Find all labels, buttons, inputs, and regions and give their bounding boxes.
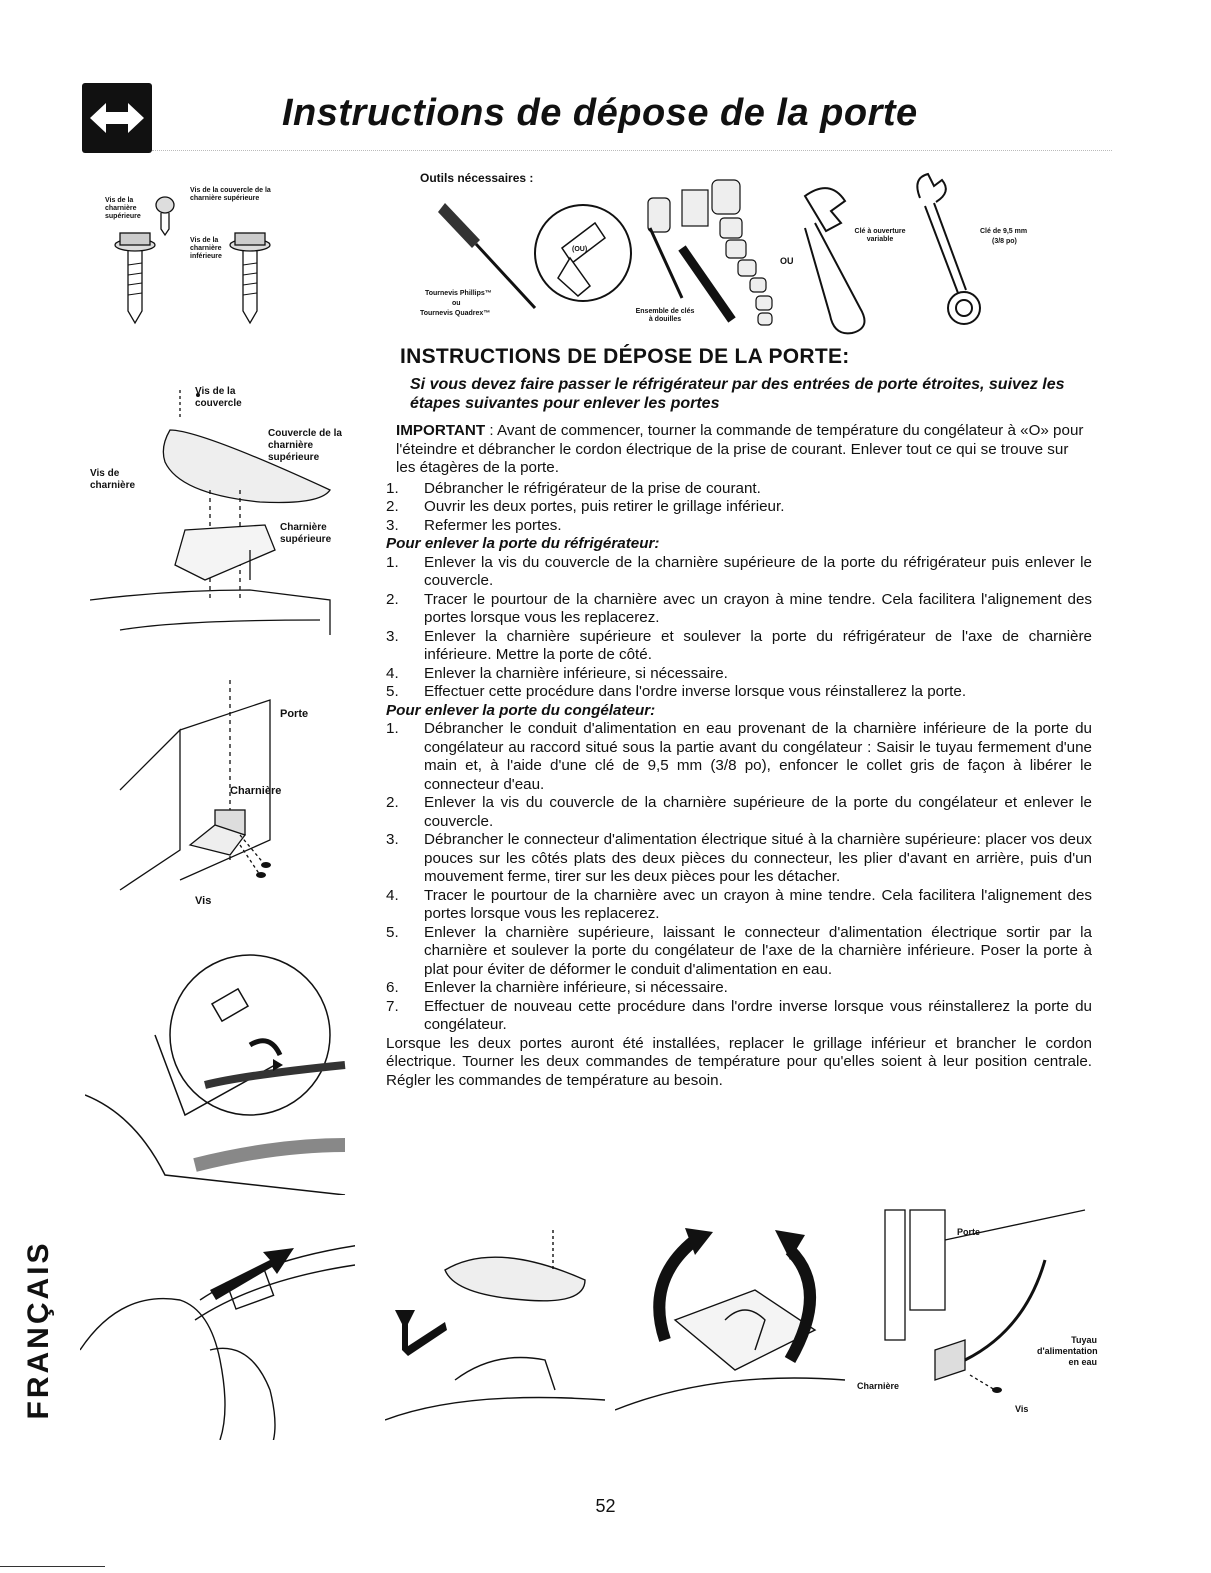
footer-rule	[0, 1566, 105, 1567]
step-item	[386, 554, 1092, 591]
screwdriver-label: Tournevis Phillips™	[425, 290, 492, 297]
fridge-heading: Pour enlever la porte du réfrigérateur:	[386, 535, 660, 552]
step-number: 2.	[386, 498, 399, 515]
water-line-illustration	[85, 935, 355, 1195]
door-label: Porte	[280, 708, 309, 720]
step-text: Enlever la charnière inférieure, si nécessaire.	[424, 664, 728, 682]
screw-label-2: Vis	[1015, 1404, 1029, 1414]
door-hinge-illustration	[90, 660, 355, 915]
step-text: Tracer le pourtour de la charnière avec un crayon à mine tendre. Cela facilitera l'alignement des portes lorsque vous les replacerez.	[424, 886, 1092, 922]
freezer-steps-list	[386, 720, 1092, 1035]
step-number: 4.	[386, 886, 399, 904]
screwdriver2-label: Tournevis Quadrex™	[420, 310, 491, 317]
wrench-label: Clé de 9,5 mm	[980, 228, 1028, 235]
top-hinge-label: Charnière supérieure	[280, 522, 332, 545]
left-right-arrows-icon	[82, 83, 152, 153]
step-text: Débrancher le conduit d'alimentation en eau provenant de la charnière inférieure de la porte du congélateur au raccord situé sous la partie avant du congélateur : Saisir le tuyau fermement d'une main et, à l'aide d'une clé de 9,5 mm (3/8 po), enfoncer le collet gris de façon à libérer le connecteur d'eau.	[424, 720, 1092, 793]
step-item	[386, 591, 1092, 628]
step-number: 7.	[386, 997, 399, 1015]
step-item	[386, 517, 1092, 536]
step-item	[386, 628, 1092, 665]
page-title: Instructions de dépose de la porte	[282, 92, 918, 134]
step-number: 1.	[386, 553, 399, 571]
step-item	[386, 720, 1092, 794]
step-number: 2.	[386, 590, 399, 608]
or-label: ou	[452, 300, 461, 307]
tools-illustration	[420, 168, 1060, 338]
step-item	[386, 665, 1092, 684]
hinge-cover-illustration	[90, 380, 355, 635]
cover-removal-illustration	[385, 1210, 615, 1440]
important-label: IMPORTANT	[396, 422, 486, 439]
connector-press-illustration	[80, 1230, 355, 1440]
section-heading: INSTRUCTIONS DE DÉPOSE DE LA PORTE:	[400, 345, 850, 368]
cover-screw-label: Vis de la couvercle de la charnière supérieure	[190, 187, 271, 202]
tools-label: Outils nécessaires :	[420, 171, 534, 185]
or-label-2: OU	[780, 256, 794, 266]
step-number: 6.	[386, 979, 399, 996]
section-intro: Si vous devez faire passer le réfrigérateur par des entrées de porte étroites, suivez les étapes suivantes pour enlever les portes	[410, 376, 1065, 412]
step-item	[386, 924, 1092, 980]
step-text: Effectuer cette procédure dans l'ordre inverse lorsque vous réinstallerez la porte.	[424, 683, 967, 700]
step-item	[386, 831, 1092, 887]
hinge-label: Charnière	[230, 785, 282, 797]
language-tab	[22, 1240, 62, 1420]
hinge-lift-illustration	[615, 1210, 850, 1440]
adjustable-wrench-label: Clé à ouverture variable	[854, 228, 906, 243]
step-text: Enlever la charnière supérieure, laissant le connecteur d'alimentation électrique sortir par la charnière et soulever la porte du congélateur de l'axe de la charnière inférieure. Poser la porte à plat pour éviter de déformer le conduit d'alimentation en eau.	[424, 923, 1092, 978]
step-number: 3.	[386, 627, 399, 645]
fridge-steps-list	[386, 554, 1092, 702]
step-item	[386, 998, 1092, 1035]
page-number: 52	[595, 1496, 616, 1516]
step-item	[386, 794, 1092, 831]
step-number: 4.	[386, 664, 399, 682]
adjustable-wrench-icon	[805, 188, 865, 333]
screws-illustration	[100, 175, 290, 335]
step-text: Débrancher le connecteur d'alimentation électrique situé à la charnière supérieure: placer vos deux pouces sur les côtés plats des deux pièces du connecteur, les plier d'avant en arrière, puis d'un mouvement ferme, tirer sur les deux pièces pour les détacher.	[424, 831, 1092, 885]
step-text: Débrancher le réfrigérateur de la prise de courant.	[424, 479, 761, 497]
bottom-hinge-illustration	[855, 1200, 1100, 1440]
step-text: Effectuer de nouveau cette procédure dans l'ordre inverse lorsque vous réinstallerez la porte du congélateur.	[424, 997, 1092, 1033]
hinge-cover-label: Couvercle de la charnière supérieure	[268, 428, 342, 463]
bit-or-label: (OU)	[572, 246, 588, 253]
step-number: 5.	[386, 923, 399, 941]
door-label-2: Porte	[957, 1227, 981, 1237]
freezer-heading: Pour enlever la porte du congélateur:	[386, 701, 656, 719]
step-item	[386, 979, 1092, 998]
step-text: Ouvrir les deux portes, puis retirer le grillage inférieur.	[424, 498, 785, 515]
language-label: FRANÇAIS	[22, 1240, 55, 1420]
step-text: Enlever la vis du couvercle de la charnière supérieure de la porte du réfrigérateur puis enlever le couvercle.	[424, 553, 1092, 589]
header-divider	[152, 150, 1112, 151]
important-text: : Avant de commencer, tourner la commande de température du congélateur à «O» pour l'éteindre et débrancher le cordon électrique de la prise de courant. Enlever tout ce qui se trouve sur les étagères de la porte.	[396, 422, 1084, 476]
step-number: 3.	[386, 831, 399, 848]
top-hinge-screw-label: Vis de la charnière supérieure	[105, 197, 141, 220]
screw-label: Vis	[195, 895, 212, 907]
important-notice	[386, 422, 1092, 478]
combination-wrench-icon	[917, 174, 980, 324]
step-text: Enlever la vis du couvercle de la charnière supérieure de la porte du congélateur et enlever le couvercle.	[424, 794, 1092, 830]
closing-paragraph: Lorsque les deux portes auront été installées, replacer le grillage inférieur et brancher le cordon électrique. Tourner les deux commandes de température pour qu'elles soient à leur position centrale. Régler les commandes de température au besoin.	[386, 1034, 1092, 1089]
step-text: Enlever la charnière inférieure, si nécessaire.	[424, 979, 728, 996]
water-tube-label: Tuyau d'alimentation en eau	[1037, 1335, 1098, 1367]
cover-screw-label: Vis de la couvercle	[195, 386, 242, 409]
hinge-label-2: Charnière	[857, 1381, 900, 1391]
hinge-screw-label: Vis de charnière	[90, 468, 136, 491]
socket-set-label: Ensemble de clés à douilles	[635, 308, 695, 323]
step-text: Refermer les portes.	[424, 516, 562, 534]
step-number: 2.	[386, 794, 399, 811]
bottom-hinge-screw-label: Vis de la charnière inférieure	[190, 237, 222, 260]
step-item	[386, 498, 1092, 517]
wrench-size-label: (3/8 po)	[992, 238, 1017, 245]
step-number: 3.	[386, 516, 399, 534]
instructions-body	[386, 345, 1092, 1090]
step-item	[386, 480, 1092, 499]
prep-steps-list	[386, 480, 1092, 536]
step-number: 1.	[386, 720, 399, 737]
step-item	[386, 683, 1092, 702]
step-item	[386, 887, 1092, 924]
step-text: Enlever la charnière supérieure et soulever la porte du réfrigérateur de l'axe de charnière inférieure. Mettre la porte de côté.	[424, 627, 1092, 663]
socket-set-icon	[648, 180, 772, 325]
step-number: 5.	[386, 683, 399, 700]
step-text: Tracer le pourtour de la charnière avec un crayon à mine tendre. Cela facilitera l'alignement des portes lorsque vous les replacerez.	[424, 590, 1092, 626]
step-number: 1.	[386, 479, 399, 497]
